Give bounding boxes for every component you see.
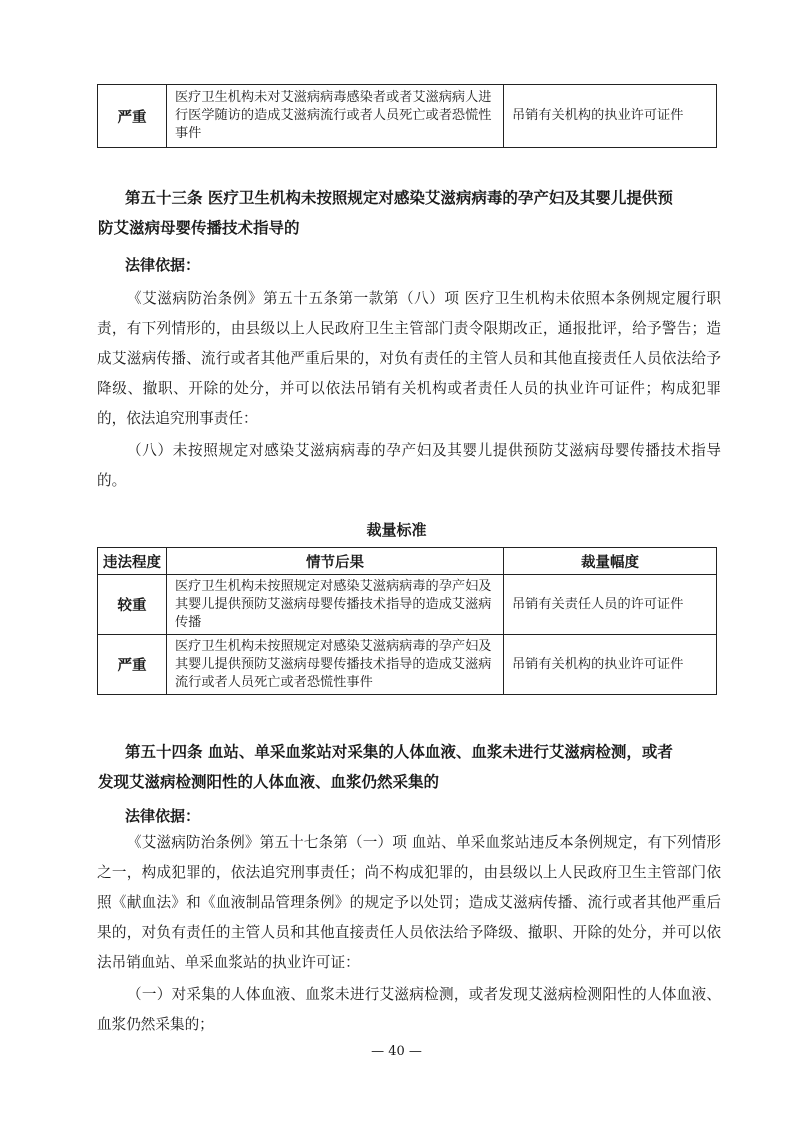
penalty-cell: 吊销有关机构的执业许可证件: [504, 85, 717, 148]
penalty-cell: 吊销有关机构的执业许可证件: [504, 635, 717, 695]
article-54-basis-text: 《艾滋病防治条例》第五十七条第（一）项 血站、单采血浆站违反本条例规定，有下列情形之一，构成犯罪的，依法追究刑事责任；尚不构成犯罪的，由县级以上人民政府卫生主管部门依照《献血法》和《血液制品管理条例》的规定予以处罚；造成艾滋病传播、流行或者其他严重后果的，对负有责任的主管人员和其他直接责任人员依法给予降级、撤职、开除的处分，并可以依法吊销血站、单采血浆站的执业许可证：: [97, 834, 721, 971]
article-53-heading: [98, 183, 721, 243]
circumstance-cell: 医疗卫生机构未按照规定对感染艾滋病病毒的孕产妇及其婴儿提供预防艾滋病母婴传播技术指导的造成艾滋病传播: [167, 575, 504, 635]
table-row: [98, 575, 717, 635]
column-header-degree: 违法程度: [98, 548, 167, 575]
circumstance-cell: 医疗卫生机构未对艾滋病病毒感染者或者艾滋病病人进行医学随访的造成艾滋病流行或者人员死亡或者恐慌性事件: [167, 85, 504, 148]
penalty-table-top: [97, 84, 717, 148]
article-54-item-text: （一）对采集的人体血液、血浆未进行艾滋病检测，或者发现艾滋病检测阳性的人体血液、血浆仍然采集的；: [97, 986, 721, 1033]
violation-degree-cell: 严重: [98, 85, 167, 148]
article-54-heading: [98, 737, 721, 797]
circumstance-cell: 医疗卫生机构未按照规定对感染艾滋病病毒的孕产妇及其婴儿提供预防艾滋病母婴传播技术指导的造成艾滋病流行或者人员死亡或者恐慌性事件: [167, 635, 504, 695]
table-header-row: [98, 548, 717, 575]
page-number: — 40 —: [371, 1044, 422, 1059]
penalty-cell: 吊销有关责任人员的许可证件: [504, 575, 717, 635]
column-header-circumstance: 情节后果: [167, 548, 504, 575]
article-53-heading-line1: 第五十三条 医疗卫生机构未按照规定对感染艾滋病病毒的孕产妇及其婴儿提供预: [125, 189, 673, 207]
article-53-basis-label: 法律依据：: [125, 256, 201, 274]
table-row: [98, 635, 717, 695]
violation-degree-cell: 严重: [98, 635, 167, 695]
standard-caption: 裁量标准: [366, 521, 427, 539]
penalty-table-53: [97, 547, 717, 695]
article-54-heading-line1: 第五十四条 血站、单采血浆站对采集的人体血液、血浆未进行艾滋病检测，或者: [125, 743, 673, 761]
article-53-item-text: （八）未按照规定对感染艾滋病病毒的孕产妇及其婴儿提供预防艾滋病母婴传播技术指导的。: [97, 442, 721, 489]
article-54-heading-line2: 发现艾滋病检测阳性的人体血液、血浆仍然采集的: [98, 773, 440, 791]
violation-degree-cell: 较重: [98, 575, 167, 635]
column-header-penalty: 裁量幅度: [504, 548, 717, 575]
article-54-basis-label: 法律依据：: [125, 807, 201, 825]
article-53-heading-line2: 防艾滋病母婴传播技术指导的: [98, 219, 300, 237]
table-row: [98, 85, 717, 148]
article-53-basis-text: 《艾滋病防治条例》第五十五条第一款第（八）项 医疗卫生机构未依照本条例规定履行职责，有下列情形的，由县级以上人民政府卫生主管部门责令限期改正，通报批评，给予警告；造成艾滋病传播、流行或者其他严重后果的，对负有责任的主管人员和其他直接责任人员依法给予降级、撤职、开除的处分，并可以依法吊销有关机构或者责任人员的执业许可证件；构成犯罪的，依法追究刑事责任：: [97, 290, 721, 427]
